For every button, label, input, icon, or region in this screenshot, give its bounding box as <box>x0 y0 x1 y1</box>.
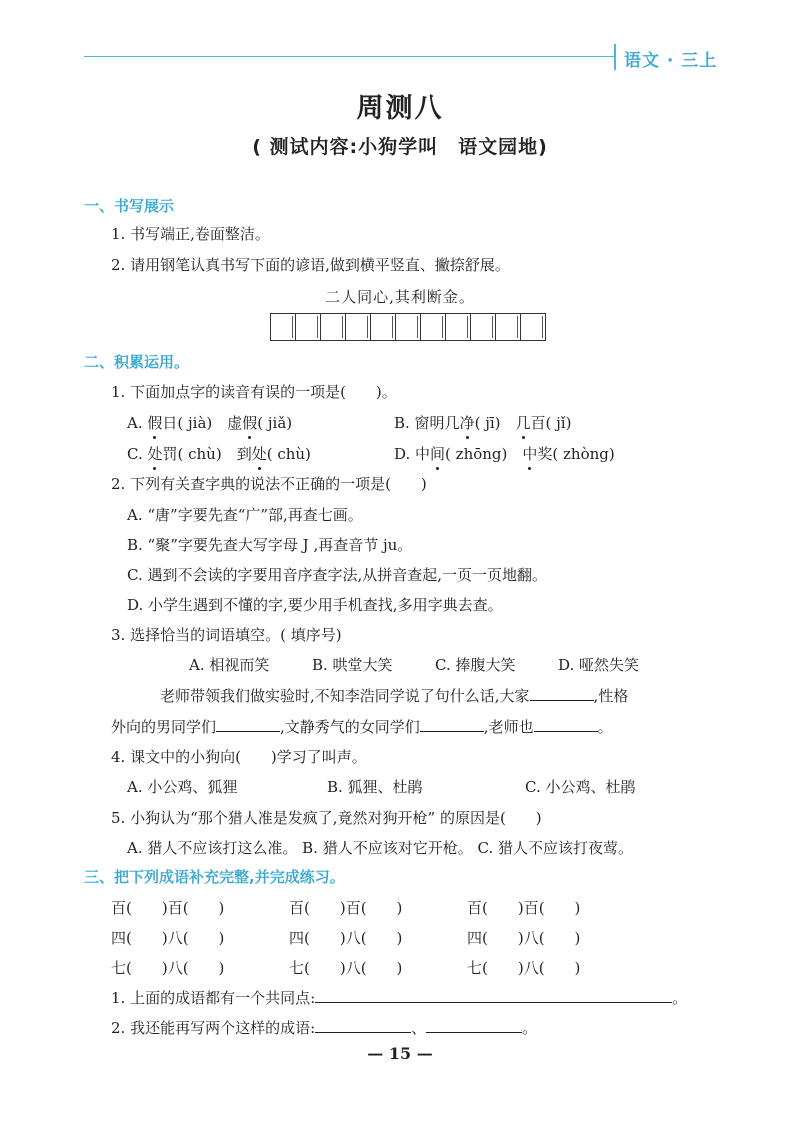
idiom-cell[interactable]: 四( )八( ) <box>111 929 225 947</box>
dotted-char: 中 <box>522 445 538 463</box>
idiom-cell[interactable]: 百( )百( ) <box>289 899 403 917</box>
s2-q1-stem: 1. 下面加点字的读音有误的一项是( )。 <box>111 383 397 401</box>
s2-q4-option-c[interactable]: C. 小公鸡、杜鹃 <box>525 778 636 796</box>
s2-q2-option-b[interactable]: B. “聚”字要先查大写字母 J ,再查音节 ju。 <box>127 536 413 554</box>
proverb-text: 二人同心,其利断金。 <box>325 288 475 306</box>
answer-blank[interactable] <box>426 1018 522 1033</box>
grid-cell[interactable] <box>495 314 520 340</box>
answer-blank[interactable] <box>530 686 594 701</box>
question-text: 、 <box>411 1019 427 1037</box>
prefix: D. 中 <box>394 445 431 463</box>
s2-q1-option-b[interactable] <box>394 413 571 433</box>
idiom-cell[interactable]: 百( )百( ) <box>111 899 225 917</box>
answer-blank[interactable] <box>315 1018 411 1033</box>
section-heading-2: 二、积累运用。 <box>84 353 190 371</box>
text: 罚( chù) 到 <box>162 445 252 463</box>
s2-q1-option-a[interactable] <box>127 413 292 433</box>
s2-q3-option-b[interactable]: B. 哄堂大笑 <box>312 656 393 674</box>
text: ( chù) <box>266 445 311 463</box>
text: 百( jǐ) <box>530 414 572 432</box>
s2-q3-option-a[interactable]: A. 相视而笑 <box>189 656 270 674</box>
passage-text: ,老师也 <box>483 718 534 736</box>
text: ( zhōng) <box>445 445 523 463</box>
grid-cell[interactable] <box>395 314 420 340</box>
s2-q3-passage-line1 <box>160 686 628 706</box>
text: ( jī) <box>474 414 516 432</box>
section-heading-1: 一、书写展示 <box>84 197 175 215</box>
s2-q2-option-a[interactable]: A. “唐”字要先查“广”部,再查七画。 <box>127 506 363 524</box>
subject-label: 语文 · 三上 <box>624 51 718 71</box>
prefix: B. 窗明几 <box>394 414 460 432</box>
s2-q2-option-d[interactable]: D. 小学生遇到不懂的字,要少用手机查找,多用字典去查。 <box>127 596 503 614</box>
s2-q2-option-c[interactable]: C. 遇到不会读的字要用音序查字法,从拼音查起,一页一页地翻。 <box>127 566 548 584</box>
s2-q5-stem: 5. 小狗认为“那个猎人准是发疯了,竟然对狗开枪” 的原因是( ) <box>111 809 542 827</box>
idiom-cell[interactable]: 七( )八( ) <box>289 959 403 977</box>
s2-q3-option-d[interactable]: D. 哑然失笑 <box>558 656 640 674</box>
answer-blank[interactable] <box>420 717 484 732</box>
question-text: 。 <box>672 989 688 1007</box>
question-text: 2. 我还能再写两个这样的成语: <box>111 1019 316 1037</box>
s2-q3-passage-line2 <box>111 717 613 737</box>
prefix: C. <box>127 445 148 463</box>
passage-text: ,性格 <box>593 687 629 705</box>
grid-cell[interactable] <box>295 314 320 340</box>
answer-blank[interactable] <box>216 717 280 732</box>
s1-q2: 2. 请用钢笔认真书写下面的谚语,做到横平竖直、撇捺舒展。 <box>111 256 510 274</box>
header-rule <box>84 56 614 57</box>
passage-text: 老师带领我们做实验时,不知李浩同学说了句什么话,大家 <box>160 687 530 705</box>
text: 日( jià) 虚 <box>162 414 243 432</box>
section-heading-3: 三、把下列成语补充完整,并完成练习。 <box>84 868 345 886</box>
s2-q3-option-c[interactable]: C. 捧腹大笑 <box>435 656 516 674</box>
grid-cell[interactable] <box>345 314 370 340</box>
s2-q5-options[interactable]: A. 猎人不应该打这么准。 B. 猎人不应该对它开枪。 C. 猎人不应该打夜莺。 <box>127 839 633 857</box>
dotted-char: 间 <box>430 445 446 463</box>
dotted-char: 假 <box>242 414 258 432</box>
dotted-char: 假 <box>147 414 163 432</box>
text: ( jiǎ) <box>257 414 293 432</box>
passage-text: 外向的男同学们 <box>111 718 217 736</box>
passage-text: ,文静秀气的女同学们 <box>280 718 420 736</box>
s2-q4-stem: 4. 课文中的小狗向( )学习了叫声。 <box>111 748 367 766</box>
idiom-cell[interactable]: 百( )百( ) <box>467 899 581 917</box>
answer-blank[interactable] <box>315 988 672 1003</box>
grid-cell[interactable] <box>520 314 545 340</box>
s3-q1 <box>111 988 687 1008</box>
dotted-char: 处 <box>251 445 267 463</box>
grid-cell[interactable] <box>320 314 345 340</box>
answer-blank[interactable] <box>534 717 598 732</box>
question-text: 。 <box>522 1019 538 1037</box>
dotted-char: 处 <box>147 445 163 463</box>
text: 奖( zhòng) <box>537 445 615 463</box>
writing-grid[interactable] <box>270 313 546 341</box>
page-title: 周测八 <box>356 93 444 124</box>
grid-cell[interactable] <box>271 314 295 340</box>
grid-cell[interactable] <box>470 314 495 340</box>
page-number: — 15 — <box>367 1044 433 1063</box>
idiom-cell[interactable]: 七( )八( ) <box>111 959 225 977</box>
idiom-cell[interactable]: 四( )八( ) <box>289 929 403 947</box>
s1-q1: 1. 书写端正,卷面整洁。 <box>111 225 270 243</box>
dotted-char: 几 <box>515 414 531 432</box>
idiom-cell[interactable]: 七( )八( ) <box>467 959 581 977</box>
prefix: A. <box>127 414 148 432</box>
s2-q4-option-a[interactable]: A. 小公鸡、狐狸 <box>127 778 238 796</box>
passage-text: 。 <box>597 718 613 736</box>
question-text: 1. 上面的成语都有一个共同点: <box>111 989 316 1007</box>
header-divider <box>614 44 616 70</box>
s2-q1-option-d[interactable] <box>394 444 615 464</box>
grid-cell[interactable] <box>445 314 470 340</box>
s2-q2-stem: 2. 下列有关查字典的说法不正确的一项是( ) <box>111 475 427 493</box>
grid-cell[interactable] <box>420 314 445 340</box>
idiom-cell[interactable]: 四( )八( ) <box>467 929 581 947</box>
s3-q2 <box>111 1018 537 1038</box>
page-subtitle: ( 测试内容:小狗学叫 语文园地) <box>252 136 548 158</box>
s2-q3-stem: 3. 选择恰当的词语填空。( 填序号) <box>111 626 342 644</box>
dotted-char: 净 <box>459 414 475 432</box>
s2-q4-option-b[interactable]: B. 狐狸、杜鹃 <box>327 778 423 796</box>
s2-q1-option-c[interactable] <box>127 444 311 464</box>
grid-cell[interactable] <box>370 314 395 340</box>
